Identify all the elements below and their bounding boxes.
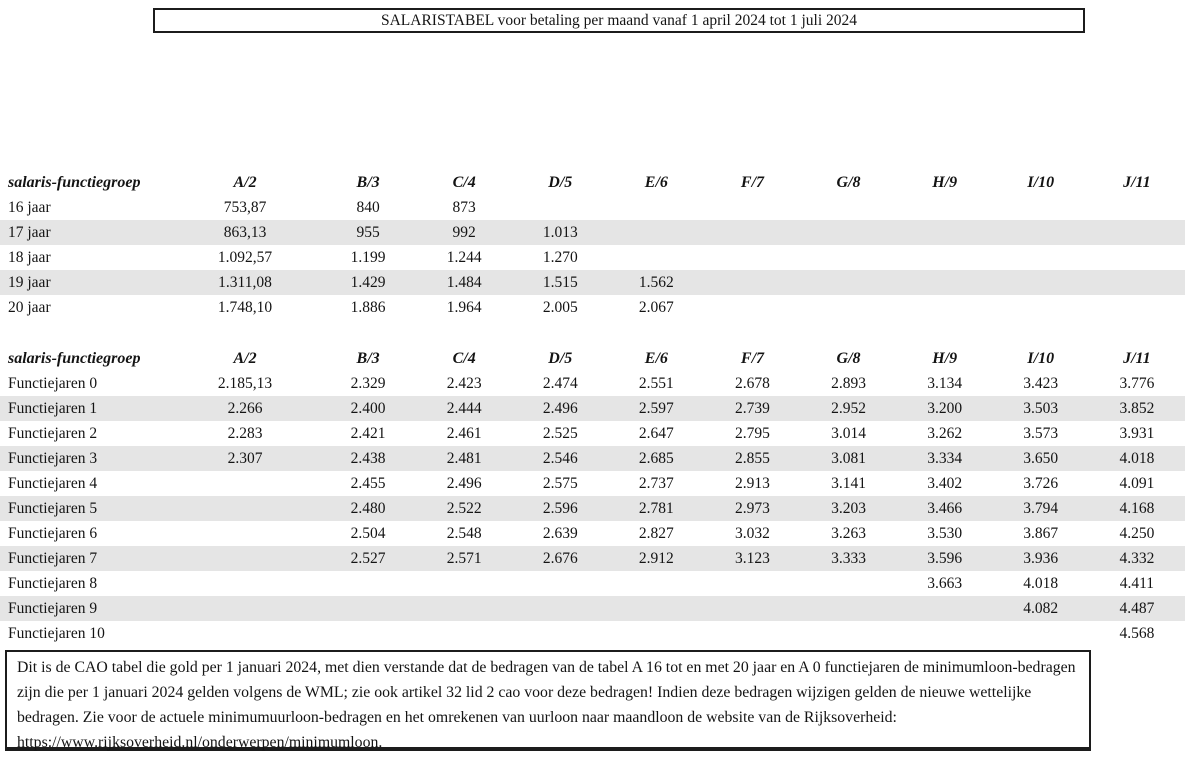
salary-cell [512, 571, 608, 596]
salary-cell: 2.067 [638, 299, 674, 316]
table-row [0, 571, 1185, 596]
row-label: Functiejaren 7 [8, 550, 98, 567]
salary-cell: 3.503 [1023, 400, 1059, 417]
salary-cell [897, 195, 993, 220]
salary-cell: 3.530 [927, 525, 963, 542]
row-label: 20 jaar [8, 299, 51, 316]
salary-cell: 2.455 [350, 475, 386, 492]
column-header: F/7 [704, 170, 800, 195]
salary-cell [170, 521, 320, 546]
salary-cell [608, 596, 704, 621]
salary-cell: 2.481 [446, 450, 482, 467]
salary-cell [993, 245, 1089, 270]
salary-cell: 2.522 [446, 500, 482, 517]
salary-cell: 3.663 [927, 575, 963, 592]
salary-cell [512, 596, 608, 621]
column-header: I/10 [993, 346, 1089, 371]
salary-cell [512, 621, 608, 646]
salary-cell: 4.018 [1119, 450, 1155, 467]
salary-cell: 1.199 [350, 249, 386, 266]
salary-cell [416, 571, 512, 596]
salary-cell: 2.781 [638, 500, 674, 517]
salary-cell [993, 270, 1089, 295]
column-header: J/11 [1089, 346, 1185, 371]
salary-cell: 2.678 [735, 375, 770, 392]
table-row [0, 521, 1185, 546]
salary-cell: 3.333 [831, 550, 866, 567]
salary-cell [704, 571, 800, 596]
salary-cell [320, 596, 416, 621]
functiejaren-salary-table [0, 346, 1185, 646]
salary-cell: 4.018 [1023, 575, 1059, 592]
salary-cell [170, 471, 320, 496]
salary-cell: 3.726 [1023, 475, 1059, 492]
salary-cell: 2.444 [446, 400, 482, 417]
row-label: 16 jaar [8, 199, 51, 216]
salary-cell: 4.411 [1119, 575, 1155, 592]
salary-cell [897, 220, 993, 245]
salary-cell [170, 496, 320, 521]
table-row [0, 295, 1185, 320]
table-row [0, 596, 1185, 621]
salary-cell: 2.639 [542, 525, 578, 542]
salary-cell: 1.964 [446, 299, 482, 316]
salary-cell: 1.562 [638, 274, 674, 291]
salary-cell: 1.092,57 [217, 249, 273, 266]
salary-cell: 3.123 [735, 550, 770, 567]
column-header: I/10 [993, 170, 1089, 195]
salary-cell [1089, 245, 1185, 270]
salary-cell: 4.082 [1023, 600, 1059, 617]
salary-cell: 3.794 [1023, 500, 1059, 517]
salary-cell [416, 621, 512, 646]
age-salary-table [0, 170, 1185, 320]
salary-cell [704, 596, 800, 621]
salary-cell [801, 270, 897, 295]
column-header: C/4 [416, 346, 512, 371]
salary-cell: 2.527 [350, 550, 386, 567]
salary-cell: 2.438 [350, 450, 386, 467]
column-header: G/8 [801, 346, 897, 371]
salary-cell [704, 220, 800, 245]
salary-cell [801, 220, 897, 245]
salary-cell [801, 571, 897, 596]
salary-cell: 2.952 [831, 400, 866, 417]
salary-cell: 2.496 [542, 400, 578, 417]
salary-cell: 2.548 [446, 525, 482, 542]
salary-cell: 2.400 [350, 400, 386, 417]
salary-cell: 3.334 [927, 450, 963, 467]
salary-cell [801, 621, 897, 646]
salary-cell: 3.014 [831, 425, 866, 442]
footnote-text: Dit is de CAO tabel die gold per 1 januari 2024, met dien verstande dat de bedragen van de tabel A 16 tot en met 20 jaar en A 0 functiejaren de minimumloon-bedragen zijn die per 1 januari 2024 gelden volgens de WML; zie ook artikel 32 lid 2 cao voor deze bedragen! Indien deze bedragen wijzigen gelden de nieuwe wettelijke bedragen. Zie voor de actuele minimumuurloon-bedragen en het omrekenen van uurloon naar maandloon de website van de Rijksoverheid: https://www.rijksoverheid.nl/onderwerpen/minimumloon. [17, 659, 1076, 751]
salary-cell: 2.827 [638, 525, 674, 542]
salary-cell: 3.650 [1023, 450, 1059, 467]
salary-cell [704, 270, 800, 295]
salary-cell [608, 220, 704, 245]
salary-cell: 2.307 [227, 450, 263, 467]
row-label: Functiejaren 3 [8, 450, 98, 467]
salary-cell: 2.795 [735, 425, 770, 442]
row-label: Functiejaren 5 [8, 500, 98, 517]
salary-cell [170, 546, 320, 571]
salary-cell: 2.283 [227, 425, 263, 442]
salary-cell: 3.776 [1119, 375, 1155, 392]
row-label: 19 jaar [8, 274, 51, 291]
salary-cell: 4.332 [1119, 550, 1155, 567]
table-row [0, 270, 1185, 295]
salary-cell [1089, 295, 1185, 320]
column-header: G/8 [801, 170, 897, 195]
salary-cell [416, 596, 512, 621]
salary-cell: 863,13 [223, 224, 267, 241]
salary-cell: 3.852 [1119, 400, 1155, 417]
salary-cell: 1.270 [542, 249, 578, 266]
row-label: Functiejaren 0 [8, 375, 98, 392]
column-header: A/2 [170, 346, 320, 371]
salary-cell: 3.081 [831, 450, 866, 467]
salary-cell: 2.571 [446, 550, 482, 567]
functiejaren-table-header [0, 346, 1185, 371]
salary-cell: 1.484 [446, 274, 482, 291]
salary-cell: 3.867 [1023, 525, 1059, 542]
table-row [0, 195, 1185, 220]
salary-cell: 2.739 [735, 400, 770, 417]
salary-cell: 2.474 [542, 375, 578, 392]
salary-cell: 1.311,08 [218, 274, 272, 291]
salary-cell: 3.032 [735, 525, 770, 542]
salary-cell: 2.855 [735, 450, 770, 467]
salary-cell: 3.141 [831, 475, 866, 492]
salary-cell: 4.168 [1119, 500, 1155, 517]
salary-cell: 3.402 [927, 475, 963, 492]
row-label: Functiejaren 9 [8, 600, 98, 617]
document-title: SALARISTABEL voor betaling per maand vanaf 1 april 2024 tot 1 juli 2024 [380, 11, 858, 29]
salary-cell: 3.203 [831, 500, 866, 517]
salary-cell [704, 621, 800, 646]
salary-cell [704, 245, 800, 270]
salary-cell [993, 295, 1089, 320]
salary-cell: 2.185,13 [217, 375, 273, 392]
table-row [0, 396, 1185, 421]
row-label: 18 jaar [8, 249, 51, 266]
column-header: B/3 [320, 346, 416, 371]
salary-cell [993, 220, 1089, 245]
salary-cell [170, 596, 320, 621]
salary-cell [993, 195, 1089, 220]
salary-cell: 2.005 [542, 299, 578, 316]
salary-cell [170, 571, 320, 596]
salary-cell [801, 195, 897, 220]
salary-cell [897, 270, 993, 295]
salary-cell: 3.936 [1023, 550, 1059, 567]
salary-cell: 1.515 [542, 274, 578, 291]
salary-cell: 3.262 [927, 425, 963, 442]
salary-cell: 3.466 [927, 500, 963, 517]
salary-cell: 753,87 [223, 199, 267, 216]
column-header-groep: salaris-functiegroep [0, 346, 170, 371]
table-row [0, 471, 1185, 496]
salary-cell: 3.134 [927, 375, 963, 392]
table-row [0, 421, 1185, 446]
salary-cell: 2.461 [446, 425, 482, 442]
salary-cell: 2.551 [638, 375, 674, 392]
salary-cell: 3.200 [927, 400, 963, 417]
salary-cell: 955 [356, 224, 380, 241]
salary-cell: 992 [452, 224, 476, 241]
salary-cell: 2.546 [542, 450, 578, 467]
column-header: F/7 [704, 346, 800, 371]
column-header: C/4 [416, 170, 512, 195]
salary-cell [897, 295, 993, 320]
table-row [0, 220, 1185, 245]
salary-cell [801, 295, 897, 320]
salary-cell: 2.596 [542, 500, 578, 517]
salary-cell [608, 195, 704, 220]
salary-cell [608, 571, 704, 596]
column-header: D/5 [512, 170, 608, 195]
row-label: Functiejaren 10 [8, 625, 105, 642]
salary-cell: 2.676 [542, 550, 578, 567]
salary-cell: 2.912 [638, 550, 674, 567]
salary-cell: 2.266 [227, 400, 263, 417]
header-row [0, 170, 1185, 195]
functiejaren-table-body [0, 371, 1185, 646]
column-header: B/3 [320, 170, 416, 195]
salary-cell [801, 596, 897, 621]
salary-cell: 3.596 [927, 550, 963, 567]
row-label: Functiejaren 8 [8, 575, 98, 592]
salary-cell: 3.931 [1119, 425, 1155, 442]
salary-cell: 4.250 [1119, 525, 1155, 542]
salary-cell [704, 295, 800, 320]
salary-cell [170, 621, 320, 646]
salary-cell: 2.496 [446, 475, 482, 492]
row-label: Functiejaren 6 [8, 525, 98, 542]
column-header: H/9 [897, 346, 993, 371]
column-header: J/11 [1089, 170, 1185, 195]
table-row [0, 446, 1185, 471]
column-header: E/6 [608, 170, 704, 195]
salary-cell [1089, 220, 1185, 245]
salary-cell: 2.913 [735, 475, 770, 492]
salary-cell: 1.244 [446, 249, 482, 266]
salary-cell [1089, 270, 1185, 295]
salary-cell [897, 621, 993, 646]
footnote-box [5, 650, 1091, 751]
column-header: D/5 [512, 346, 608, 371]
salary-cell: 2.504 [350, 525, 386, 542]
salary-cell: 2.737 [638, 475, 674, 492]
column-header: A/2 [170, 170, 320, 195]
salary-cell [993, 621, 1089, 646]
row-label: 17 jaar [8, 224, 51, 241]
salary-cell [1089, 195, 1185, 220]
salary-tables [0, 170, 1185, 646]
salary-cell: 4.487 [1119, 600, 1155, 617]
document-title-box [153, 8, 1085, 33]
salary-cell: 3.423 [1023, 375, 1059, 392]
salary-cell [320, 621, 416, 646]
salary-cell: 4.091 [1119, 475, 1155, 492]
salary-cell [801, 245, 897, 270]
age-table-body [0, 195, 1185, 320]
salary-cell: 2.685 [638, 450, 674, 467]
salary-cell: 3.263 [831, 525, 866, 542]
table-row [0, 496, 1185, 521]
salary-cell: 2.525 [542, 425, 578, 442]
header-row [0, 346, 1185, 371]
salary-cell: 1.013 [542, 224, 578, 241]
salary-cell [320, 571, 416, 596]
salary-cell: 1.748,10 [217, 299, 273, 316]
salary-cell: 2.973 [735, 500, 770, 517]
salary-cell [704, 195, 800, 220]
salary-cell: 2.423 [446, 375, 482, 392]
table-row [0, 546, 1185, 571]
salary-cell: 1.886 [350, 299, 386, 316]
salary-cell: 2.597 [638, 400, 674, 417]
row-label: Functiejaren 2 [8, 425, 98, 442]
salary-cell [897, 596, 993, 621]
row-label: Functiejaren 4 [8, 475, 98, 492]
table-row [0, 621, 1185, 646]
age-table-header [0, 170, 1185, 195]
salary-cell [608, 621, 704, 646]
salary-cell: 4.568 [1119, 625, 1155, 642]
salary-cell [897, 245, 993, 270]
salary-cell: 873 [452, 199, 476, 216]
salary-cell [512, 195, 608, 220]
salary-cell: 2.480 [350, 500, 386, 517]
salary-cell: 2.329 [350, 375, 386, 392]
salary-cell: 2.893 [831, 375, 866, 392]
salary-cell [608, 245, 704, 270]
column-header: E/6 [608, 346, 704, 371]
salary-cell: 2.647 [638, 425, 674, 442]
salary-cell: 2.421 [350, 425, 386, 442]
column-header-groep: salaris-functiegroep [0, 170, 170, 195]
row-label: Functiejaren 1 [8, 400, 98, 417]
table-row [0, 245, 1185, 270]
salary-cell: 1.429 [350, 274, 386, 291]
salary-cell: 3.573 [1023, 425, 1059, 442]
salary-cell: 2.575 [542, 475, 578, 492]
salary-cell: 840 [356, 199, 380, 216]
table-row [0, 371, 1185, 396]
column-header: H/9 [897, 170, 993, 195]
